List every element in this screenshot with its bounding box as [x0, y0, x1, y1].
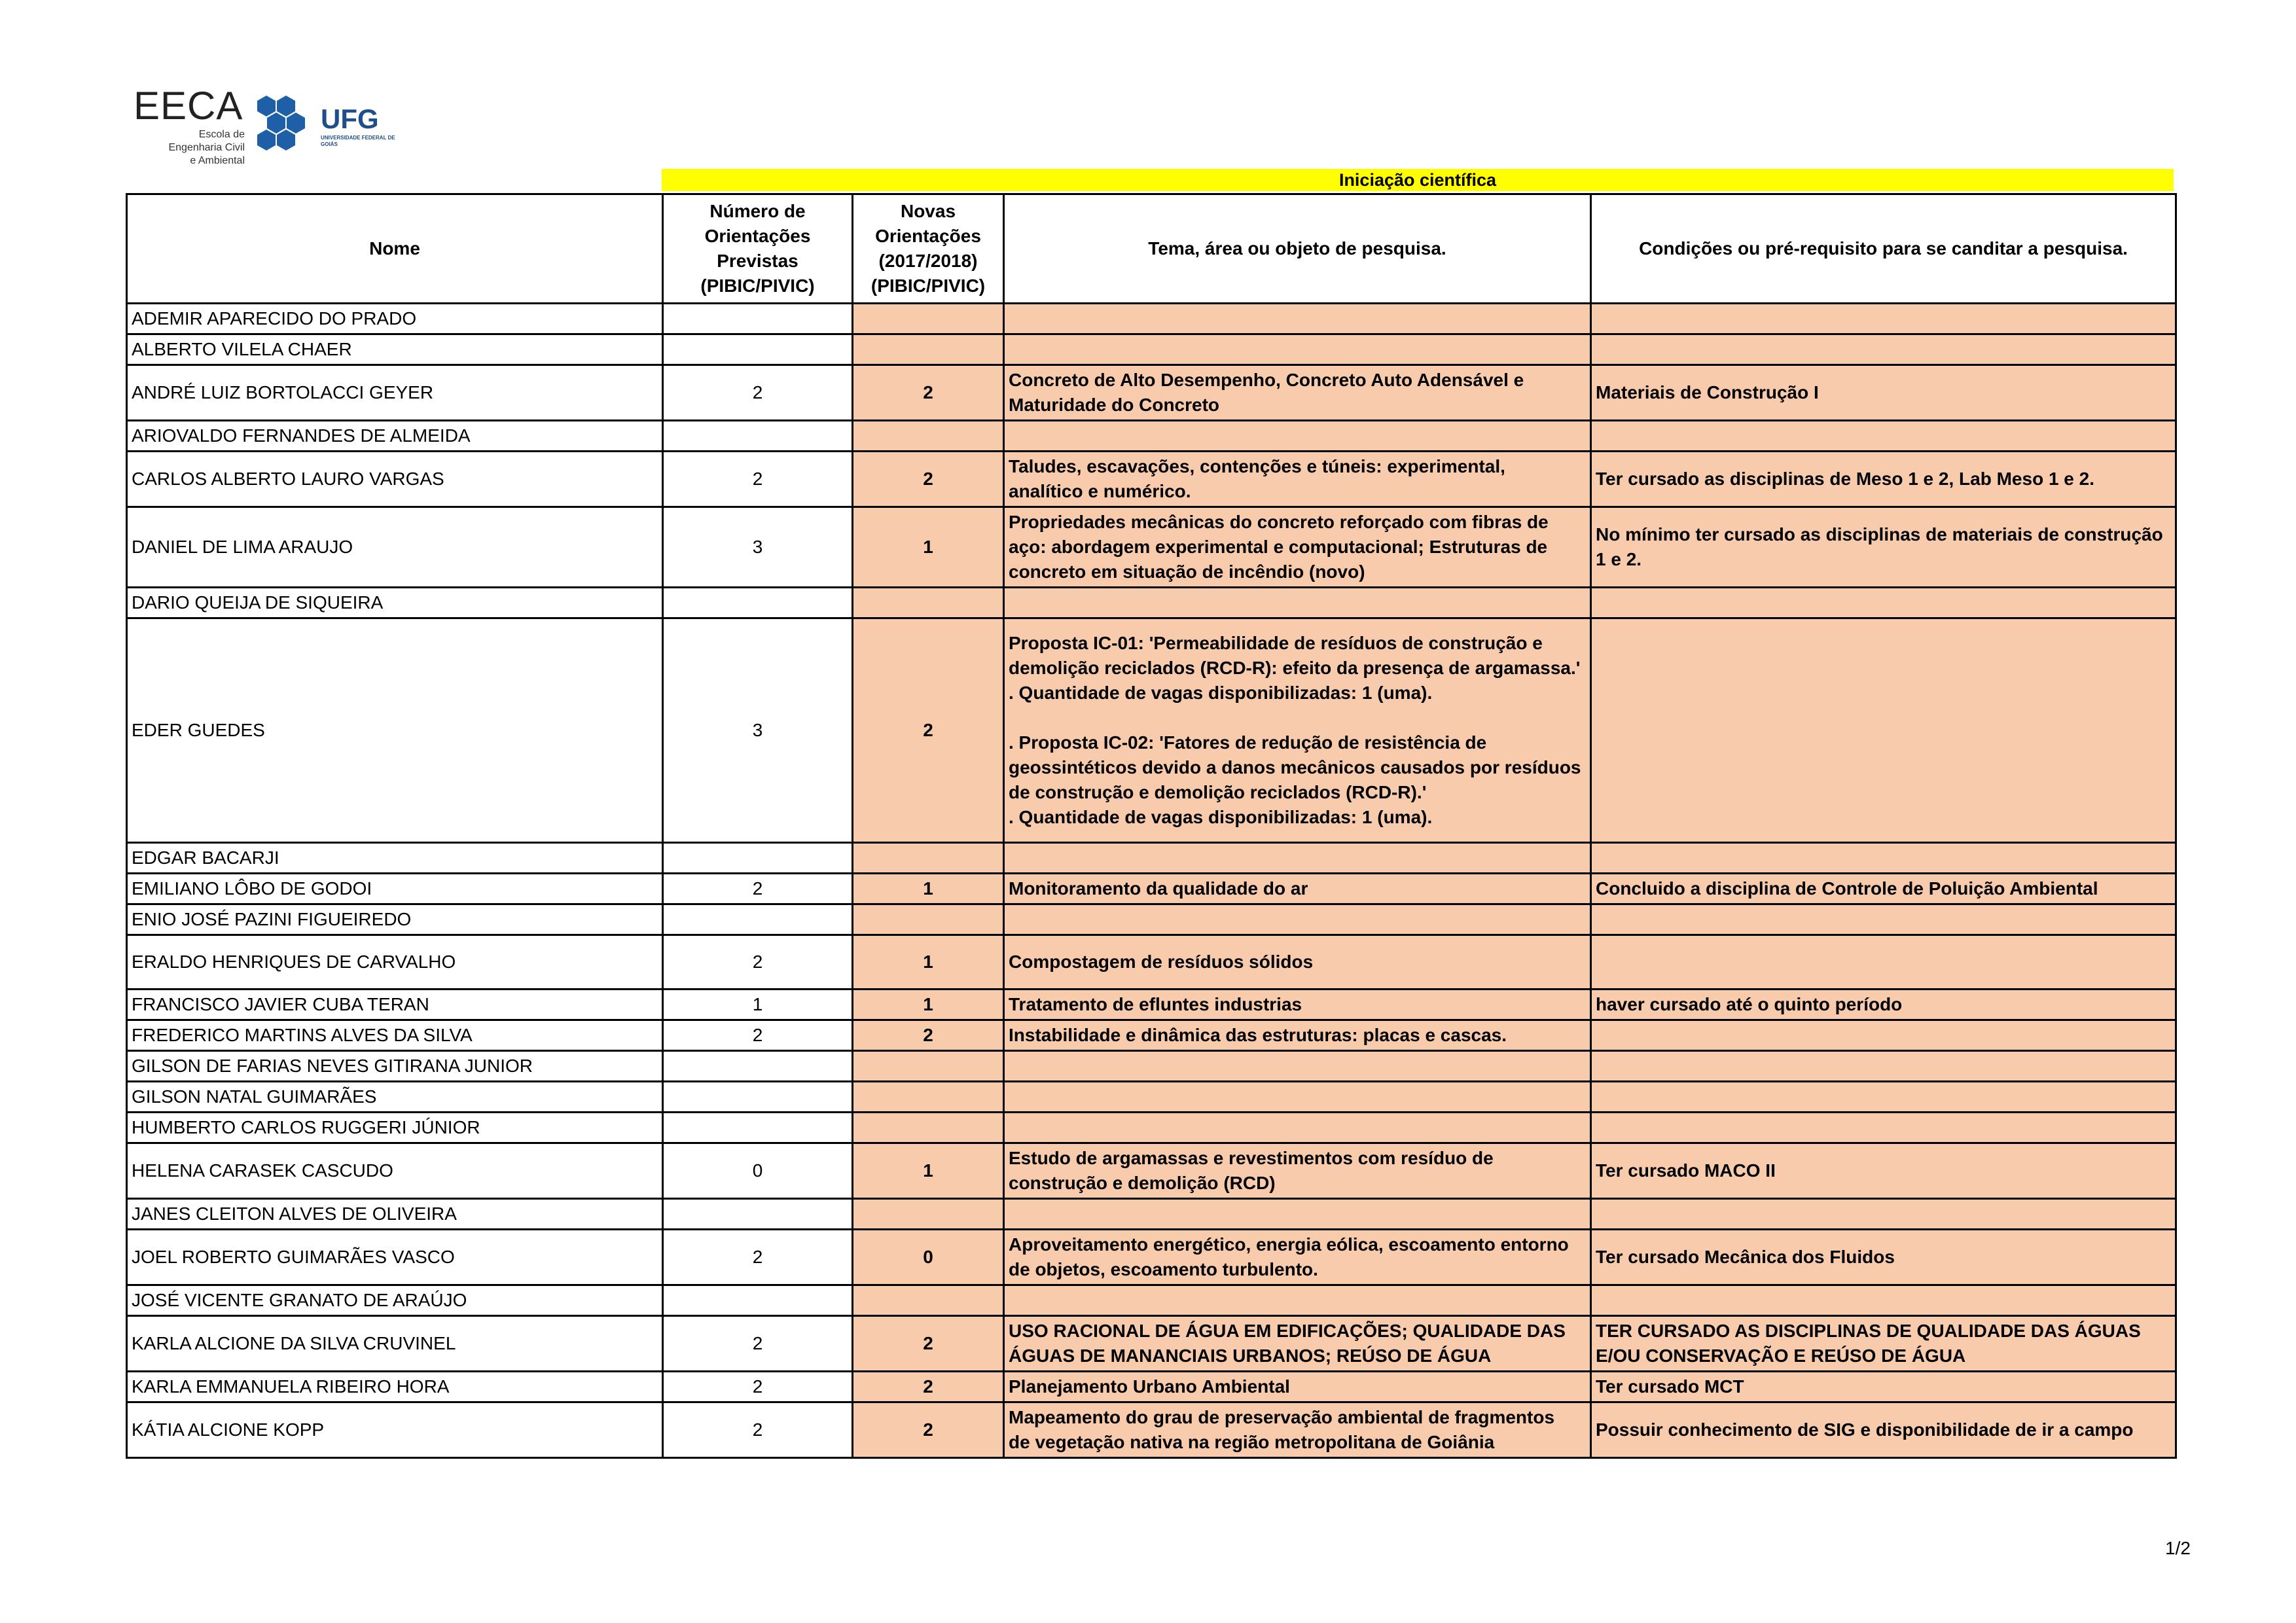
row-novas — [853, 1199, 1004, 1230]
row-previstas: 3 — [663, 507, 853, 588]
research-table — [126, 193, 2177, 1459]
row-tema — [1004, 990, 1591, 1020]
tema-line: . Quantidade de vagas disponibilizadas: 1 (uma). — [1009, 807, 1433, 827]
row-condicoes — [1591, 1113, 2176, 1143]
row-novas — [853, 1082, 1004, 1113]
tema-line: Compostagem de resíduos sólidos — [1009, 952, 1314, 972]
table-body — [127, 304, 2176, 1458]
row-previstas — [663, 588, 853, 618]
row-tema — [1004, 588, 1591, 618]
row-tema — [1004, 334, 1591, 365]
row-condicoes — [1591, 421, 2176, 452]
row-nome: EDGAR BACARJI — [127, 843, 663, 874]
row-previstas — [663, 1285, 853, 1316]
tema-line: Taludes, escavações, contenções e túneis: experimental, — [1009, 456, 1505, 476]
tema-line: Propriedades mecânicas do concreto reforçado com fibras de — [1009, 512, 1549, 532]
eeca-wordmark: EECA — [134, 84, 243, 128]
table-row — [127, 365, 2176, 421]
row-nome: ADEMIR APARECIDO DO PRADO — [127, 304, 663, 334]
tema-line: analítico e numérico. — [1009, 481, 1191, 501]
row-novas — [853, 588, 1004, 618]
table-row — [127, 588, 2176, 618]
tema-line: aço: abordagem experimental e computacional; Estruturas de — [1009, 537, 1548, 557]
table-row — [127, 1285, 2176, 1316]
row-previstas: 2 — [663, 452, 853, 507]
row-tema — [1004, 1143, 1591, 1199]
tema-line: demolição reciclados (RCD-R): efeito da presença de argamassa.' — [1009, 658, 1581, 678]
row-nome: HUMBERTO CARLOS RUGGERI JÚNIOR — [127, 1113, 663, 1143]
row-tema — [1004, 1285, 1591, 1316]
tema-line: Mapeamento do grau de preservação ambiental de fragmentos — [1009, 1407, 1555, 1427]
row-nome: FREDERICO MARTINS ALVES DA SILVA — [127, 1020, 663, 1051]
row-tema — [1004, 935, 1591, 990]
row-novas: 1 — [853, 874, 1004, 904]
row-condicoes: No mínimo ter cursado as disciplinas de materiais de construção 1 e 2. — [1591, 507, 2176, 588]
eeca-subtitle: Escola de Engenharia Civil e Ambiental — [168, 129, 245, 166]
tema-line: Tratamento de efluntes industrias — [1009, 994, 1302, 1014]
tema-line: USO RACIONAL DE ÁGUA EM EDIFICAÇÕES; QUALIDADE DAS — [1009, 1321, 1566, 1341]
row-tema — [1004, 507, 1591, 588]
row-nome: EDER GUEDES — [127, 618, 663, 843]
row-previstas: 2 — [663, 365, 853, 421]
row-previstas: 2 — [663, 1402, 853, 1458]
tema-line: Aproveitamento energético, energia eólica, escoamento entorno — [1009, 1234, 1569, 1255]
tema-line: construção e demolição (RCD) — [1009, 1173, 1276, 1193]
row-condicoes: haver cursado até o quinto período — [1591, 990, 2176, 1020]
row-nome: GILSON DE FARIAS NEVES GITIRANA JUNIOR — [127, 1051, 663, 1082]
row-tema — [1004, 843, 1591, 874]
row-previstas: 1 — [663, 990, 853, 1020]
row-tema — [1004, 1082, 1591, 1113]
row-tema — [1004, 1230, 1591, 1285]
row-novas: 2 — [853, 365, 1004, 421]
row-novas: 1 — [853, 935, 1004, 990]
row-condicoes: Ter cursado as disciplinas de Meso 1 e 2, Lab Meso 1 e 2. — [1591, 452, 2176, 507]
row-previstas — [663, 334, 853, 365]
row-tema — [1004, 365, 1591, 421]
row-tema — [1004, 904, 1591, 935]
tema-line: . Quantidade de vagas disponibilizadas: 1 (uma). — [1009, 683, 1433, 703]
row-nome: ARIOVALDO FERNANDES DE ALMEIDA — [127, 421, 663, 452]
row-nome: DARIO QUEIJA DE SIQUEIRA — [127, 588, 663, 618]
table-row — [127, 1230, 2176, 1285]
row-condicoes: Ter cursado Mecânica dos Fluidos — [1591, 1230, 2176, 1285]
tema-line: ÁGUAS DE MANANCIAIS URBANOS; REÚSO DE ÁGUA — [1009, 1346, 1492, 1366]
row-nome: KARLA EMMANUELA RIBEIRO HORA — [127, 1372, 663, 1402]
row-condicoes — [1591, 1285, 2176, 1316]
row-previstas — [663, 904, 853, 935]
row-previstas: 2 — [663, 1316, 853, 1372]
row-novas: 2 — [853, 1316, 1004, 1372]
row-nome: FRANCISCO JAVIER CUBA TERAN — [127, 990, 663, 1020]
row-condicoes — [1591, 904, 2176, 935]
row-tema — [1004, 452, 1591, 507]
row-condicoes — [1591, 334, 2176, 365]
table-row — [127, 1113, 2176, 1143]
ufg-subtitle: UNIVERSIDADE FEDERAL DE GOIÁS — [321, 135, 395, 147]
table-row — [127, 507, 2176, 588]
table-row — [127, 843, 2176, 874]
tema-line: Proposta IC-01: 'Permeabilidade de resíduos de construção e — [1009, 633, 1543, 653]
table-row — [127, 874, 2176, 904]
row-novas: 2 — [853, 1020, 1004, 1051]
row-novas: 1 — [853, 990, 1004, 1020]
row-previstas: 2 — [663, 874, 853, 904]
row-condicoes — [1591, 588, 2176, 618]
row-previstas — [663, 421, 853, 452]
header-row — [127, 194, 2176, 304]
row-condicoes — [1591, 935, 2176, 990]
row-novas: 1 — [853, 1143, 1004, 1199]
table-row — [127, 421, 2176, 452]
row-novas — [853, 904, 1004, 935]
table-row — [127, 334, 2176, 365]
row-condicoes — [1591, 1051, 2176, 1082]
header-previstas: Número de Orientações Previstas (PIBIC/PIVIC) — [663, 194, 853, 304]
row-nome: JOSÉ VICENTE GRANATO DE ARAÚJO — [127, 1285, 663, 1316]
row-tema — [1004, 421, 1591, 452]
row-tema — [1004, 304, 1591, 334]
row-novas: 2 — [853, 1372, 1004, 1402]
table-row — [127, 1082, 2176, 1113]
table-row — [127, 1199, 2176, 1230]
row-tema — [1004, 1316, 1591, 1372]
row-previstas — [663, 1113, 853, 1143]
table-row — [127, 1051, 2176, 1082]
tema-line: Maturidade do Concreto — [1009, 395, 1220, 415]
table-row — [127, 1402, 2176, 1458]
section-banner: Iniciação científica — [662, 169, 2174, 191]
row-nome: ALBERTO VILELA CHAER — [127, 334, 663, 365]
table-row — [127, 618, 2176, 843]
row-nome: ENIO JOSÉ PAZINI FIGUEIREDO — [127, 904, 663, 935]
tema-line: Planejamento Urbano Ambiental — [1009, 1376, 1290, 1397]
row-previstas: 2 — [663, 935, 853, 990]
tema-line: . Proposta IC-02: 'Fatores de redução de resistência de — [1009, 732, 1487, 753]
tema-line: geossintéticos devido a danos mecânicos causados por resíduos — [1009, 757, 1581, 777]
page-number: 1/2 — [2165, 1538, 2191, 1558]
tema-line — [1009, 705, 1586, 730]
row-nome: HELENA CARASEK CASCUDO — [127, 1143, 663, 1199]
row-previstas: 2 — [663, 1230, 853, 1285]
table-row — [127, 1020, 2176, 1051]
table-row — [127, 304, 2176, 334]
header-nome: Nome — [127, 194, 663, 304]
row-condicoes — [1591, 843, 2176, 874]
row-nome: KÁTIA ALCIONE KOPP — [127, 1402, 663, 1458]
row-condicoes — [1591, 1082, 2176, 1113]
row-novas — [853, 1285, 1004, 1316]
table-row — [127, 990, 2176, 1020]
row-novas — [853, 843, 1004, 874]
eeca-ufg-logo — [131, 85, 406, 170]
table-row — [127, 904, 2176, 935]
row-novas — [853, 1051, 1004, 1082]
row-novas — [853, 304, 1004, 334]
tema-line: de objetos, escoamento turbulento. — [1009, 1259, 1318, 1279]
row-condicoes: Concluido a disciplina de Controle de Poluição Ambiental — [1591, 874, 2176, 904]
ufg-wordmark: UFG — [321, 103, 379, 134]
row-novas: 0 — [853, 1230, 1004, 1285]
row-condicoes — [1591, 1020, 2176, 1051]
row-nome: JANES CLEITON ALVES DE OLIVEIRA — [127, 1199, 663, 1230]
tema-line: de vegetação nativa na região metropolitana de Goiânia — [1009, 1432, 1495, 1452]
row-previstas: 0 — [663, 1143, 853, 1199]
table-row — [127, 1372, 2176, 1402]
row-novas: 2 — [853, 618, 1004, 843]
row-tema — [1004, 1020, 1591, 1051]
row-previstas — [663, 843, 853, 874]
tema-line: Concreto de Alto Desempenho, Concreto Auto Adensável e — [1009, 370, 1524, 390]
tema-line: Instabilidade e dinâmica das estruturas: placas e cascas. — [1009, 1025, 1507, 1045]
tema-line: concreto em situação de incêndio (novo) — [1009, 562, 1365, 582]
row-novas: 2 — [853, 452, 1004, 507]
row-previstas — [663, 1051, 853, 1082]
row-previstas: 2 — [663, 1372, 853, 1402]
header-tema: Tema, área ou objeto de pesquisa. — [1004, 194, 1591, 304]
row-tema — [1004, 1372, 1591, 1402]
row-previstas: 2 — [663, 1020, 853, 1051]
ufg-hexagon-icon — [252, 94, 311, 160]
row-nome: ANDRÉ LUIZ BORTOLACCI GEYER — [127, 365, 663, 421]
row-condicoes: Ter cursado MCT — [1591, 1372, 2176, 1402]
row-nome: ERALDO HENRIQUES DE CARVALHO — [127, 935, 663, 990]
row-tema — [1004, 1199, 1591, 1230]
row-novas: 2 — [853, 1402, 1004, 1458]
row-condicoes: Possuir conhecimento de SIG e disponibilidade de ir a campo — [1591, 1402, 2176, 1458]
row-nome: KARLA ALCIONE DA SILVA CRUVINEL — [127, 1316, 663, 1372]
row-tema — [1004, 1051, 1591, 1082]
row-condicoes — [1591, 618, 2176, 843]
table-row — [127, 935, 2176, 990]
row-condicoes — [1591, 1199, 2176, 1230]
row-condicoes: TER CURSADO AS DISCIPLINAS DE QUALIDADE DAS ÁGUAS E/OU CONSERVAÇÃO E REÚSO DE ÁGUA — [1591, 1316, 2176, 1372]
row-nome: GILSON NATAL GUIMARÃES — [127, 1082, 663, 1113]
row-condicoes: Ter cursado MACO II — [1591, 1143, 2176, 1199]
row-novas — [853, 334, 1004, 365]
row-tema — [1004, 874, 1591, 904]
tema-line: Monitoramento da qualidade do ar — [1009, 878, 1308, 899]
table-row — [127, 452, 2176, 507]
row-novas — [853, 1113, 1004, 1143]
table-row — [127, 1316, 2176, 1372]
row-tema — [1004, 1402, 1591, 1458]
tema-line: de construção e demolição reciclados (RCD-R).' — [1009, 782, 1427, 802]
row-nome: JOEL ROBERTO GUIMARÃES VASCO — [127, 1230, 663, 1285]
row-nome: DANIEL DE LIMA ARAUJO — [127, 507, 663, 588]
row-condicoes — [1591, 304, 2176, 334]
row-previstas — [663, 304, 853, 334]
tema-line: Estudo de argamassas e revestimentos com resíduo de — [1009, 1148, 1494, 1168]
row-nome: CARLOS ALBERTO LAURO VARGAS — [127, 452, 663, 507]
row-nome: EMILIANO LÔBO DE GODOI — [127, 874, 663, 904]
table-row — [127, 1143, 2176, 1199]
row-previstas — [663, 1199, 853, 1230]
header-condicoes: Condições ou pré-requisito para se canditar a pesquisa. — [1591, 194, 2176, 304]
row-novas: 1 — [853, 507, 1004, 588]
row-tema — [1004, 618, 1591, 843]
row-previstas — [663, 1082, 853, 1113]
row-tema — [1004, 1113, 1591, 1143]
row-novas — [853, 421, 1004, 452]
row-previstas: 3 — [663, 618, 853, 843]
row-condicoes: Materiais de Construção I — [1591, 365, 2176, 421]
header-novas: Novas Orientações (2017/2018) (PIBIC/PIVIC) — [853, 194, 1004, 304]
